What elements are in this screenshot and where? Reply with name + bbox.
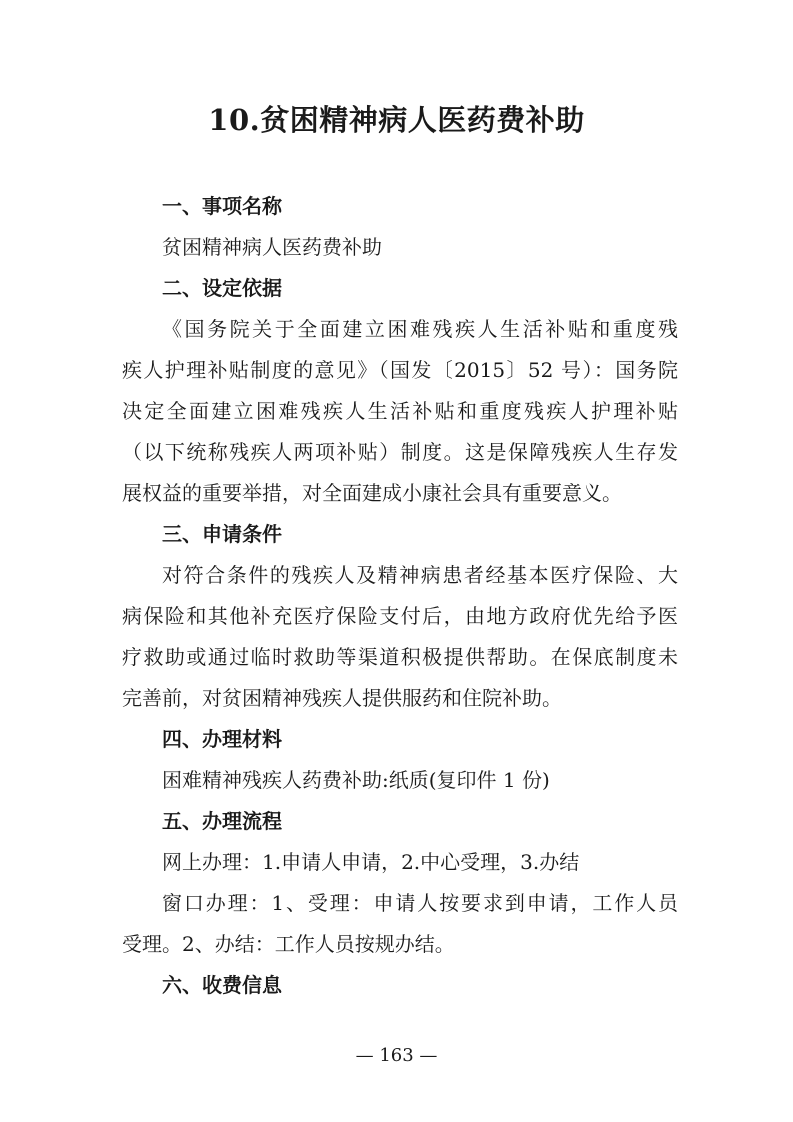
paragraph-line: 窗口办理：1、受理：申请人按要求到申请，工作人员	[162, 891, 678, 915]
section-heading-fees: 六、收费信息	[162, 973, 282, 997]
document-body	[122, 186, 678, 1006]
paragraph-line: 疾人护理补贴制度的意见》（国发〔2015〕52 号）：国务院	[122, 358, 678, 382]
paragraph-line: （以下统称残疾人两项补贴）制度。这是保障残疾人生存发	[122, 440, 678, 464]
paragraph-line: 病保险和其他补充医疗保险支付后，由地方政府优先给予医	[122, 604, 678, 628]
paragraph-line: 完善前，对贫困精神残疾人提供服药和住院补助。	[122, 686, 562, 710]
document-title: 10.贫困精神病人医药费补助	[208, 103, 585, 137]
materials-text: 困难精神残疾人药费补助:纸质(复印件 1 份)	[162, 768, 550, 792]
paragraph-line: 《国务院关于全面建立困难残疾人生活补贴和重度残	[162, 317, 678, 341]
section-heading-item-name: 一、事项名称	[162, 194, 282, 218]
item-name-text: 贫困精神病人医药费补助	[162, 235, 382, 259]
window-process-paragraph	[122, 883, 678, 965]
section-heading-process: 五、办理流程	[162, 809, 282, 833]
page-number: — 163 —	[355, 1045, 438, 1066]
section-heading-basis: 二、设定依据	[162, 276, 282, 300]
online-process-text: 网上办理：1.申请人申请，2.中心受理，3.办结	[162, 850, 580, 874]
paragraph-line: 受理。2、办结：工作人员按规办结。	[122, 932, 455, 956]
paragraph-line: 对符合条件的残疾人及精神病患者经基本医疗保险、大	[162, 563, 678, 587]
basis-paragraph	[122, 309, 678, 514]
conditions-paragraph	[122, 555, 678, 719]
section-heading-materials: 四、办理材料	[162, 727, 282, 751]
paragraph-line: 决定全面建立困难残疾人生活补贴和重度残疾人护理补贴	[122, 399, 678, 423]
paragraph-line: 展权益的重要举措，对全面建成小康社会具有重要意义。	[122, 481, 622, 505]
section-heading-conditions: 三、申请条件	[162, 522, 282, 546]
paragraph-line: 疗救助或通过临时救助等渠道积极提供帮助。在保底制度未	[122, 645, 678, 669]
